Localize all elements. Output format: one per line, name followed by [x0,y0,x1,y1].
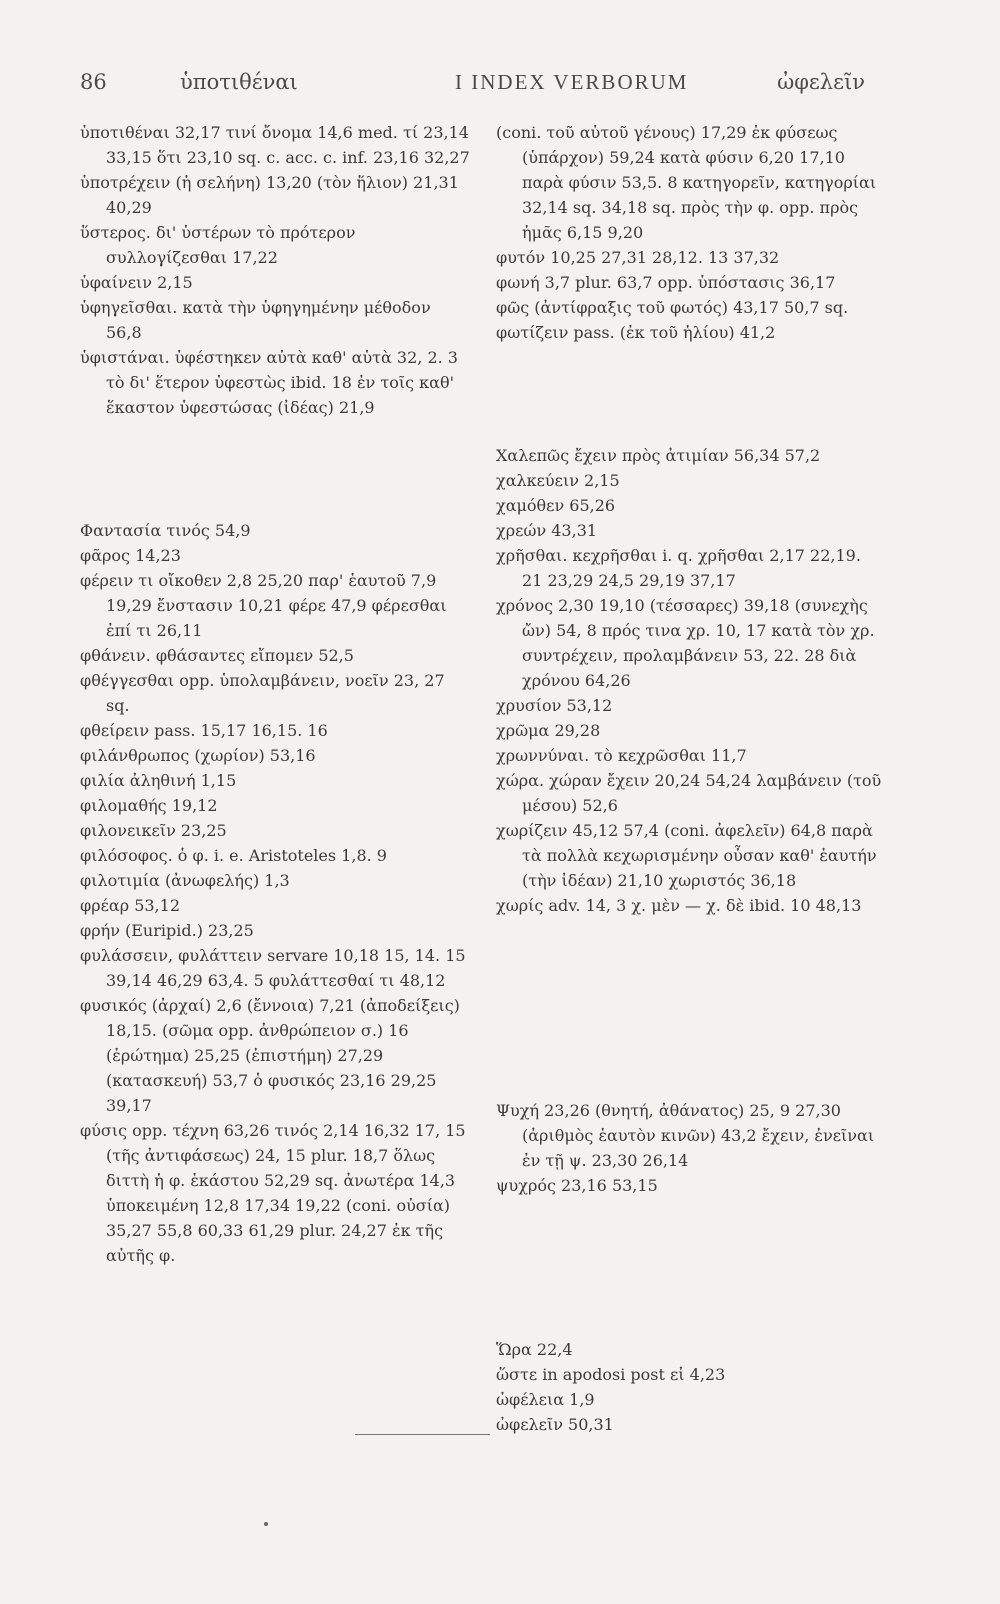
spacer [80,436,470,461]
index-entry: φιλομαθής 19,12 [80,796,218,815]
index-entry: φυτόν 10,25 27,31 28,12. 13 37,32 [496,248,780,267]
page-number: 86 [80,70,107,94]
index-entry: ὑφηγεῖσθαι. κατὰ τὴν ὑφηγημένην μέθοδον 56,8 [80,298,431,342]
spacer [80,477,470,502]
spacer [496,361,886,386]
index-entry: Χαλεπῶς ἔχειν πρὸς ἀτιμίαν 56,34 57,2 [496,446,821,465]
index-entry: χρυσίον 53,12 [496,696,613,715]
index-entry: ὑφαίνειν 2,15 [80,273,193,292]
header-title: I INDEX VERBORUM [455,70,689,94]
index-entry: ὑφιστάναι. ὑφέστηκεν αὐτὰ καθ' αὑτὰ 32, 2. 3 τὸ δι' ἕτερον ὑφεστὼς ibid. 18 ἐν τοῖς καθ' ἕκαστον ὑφεστώσας (ἰδέας) 21,9 [80,348,458,417]
spacer [496,1296,886,1321]
index-entry: χωρίς adv. 14, 3 χ. μὲν — χ. δὲ ibid. 10 48,13 [496,896,862,915]
index-entry: φᾶρος 14,23 [80,546,181,565]
index-entry: φιλόσοφος. ὁ φ. i. e. Aristoteles 1,8. 9 [80,846,387,865]
index-entry: φθείρειν pass. 15,17 16,15. 16 [80,721,328,740]
index-entry: φιλάνθρωπος (χωρίον) 53,16 [80,746,316,765]
index-entry: ὕστερος. δι' ὑστέρων τὸ πρότερον συλλογίζεσθαι 17,22 [80,223,356,267]
index-entry: Ψυχή 23,26 (θνητή, ἀθάνατος) 25, 9 27,30 (ἀριθμὸς ἑαυτὸν κινῶν) 43,2 ἔχειν, ἐνεῖναι ἐν τῇ ψ. 23,30 26,14 [496,1101,875,1170]
running-header [80,70,865,106]
spacer [496,1016,886,1041]
index-entry: χρῆσθαι. κεχρῆσθαι i. q. χρῆσθαι 2,17 22,19. 21 23,29 24,5 29,19 37,17 [496,546,861,590]
index-entry: Φαντασία τινός 54,9 [80,521,251,540]
ink-dot [264,1522,268,1526]
index-entry: φρέαρ 53,12 [80,896,180,915]
index-entry: χαλκεύειν 2,15 [496,471,620,490]
left-column [80,120,470,1268]
index-entry: ὥστε in apodosi post εἰ 4,23 [496,1365,726,1384]
index-entry: ὑποτρέχειν (ἡ σελήνη) 13,20 (τὸν ἥλιον) 21,31 40,29 [80,173,459,217]
index-entry: (coni. τοῦ αὐτοῦ γένους) 17,29 ἐκ φύσεως (ὑπάρχον) 59,24 κατὰ φύσιν 6,20 17,10 παρὰ φύσιν 53,5. 8 κατηγορεῖν, κατηγορίαι 32,14 sq. 34,18 sq. πρὸς τὴν φ. opp. πρὸς ἡμᾶς 6,15 9,20 [496,123,877,242]
spacer [496,1057,886,1082]
index-entry: ψυχρός 23,16 53,15 [496,1176,658,1195]
index-entry: φυλάσσειν, φυλάττειν servare 10,18 15, 14. 15 39,14 46,29 63,4. 5 φυλάττεσθαί τι 48,12 [80,946,466,990]
index-entry: ὑποτιθέναι 32,17 τινί ὄνομα 14,6 med. τί 23,14 33,15 ὅτι 23,10 sq. c. acc. c. inf. 23,16 32,27 [80,123,470,167]
spacer [496,1214,886,1239]
index-entry: ὠφέλεια 1,9 [496,1390,595,1409]
end-rule [355,1434,490,1435]
spacer [496,934,886,959]
index-entry: ὠφελεῖν 50,31 [496,1415,614,1434]
index-entry: φθέγγεσθαι opp. ὑπολαμβάνειν, νοεῖν 23, 27 sq. [80,671,445,715]
index-entry: χωρίζειν 45,12 57,4 (coni. ἀφελεῖν) 64,8 παρὰ τὰ πολλὰ κεχωρισμένην οὖσαν καθ' ἑαυτήν (τὴν ἰδέαν) 21,10 χωριστός 36,18 [496,821,877,890]
spacer [496,975,886,1000]
index-entry: φθάνειν. φθάσαντες εἴπομεν 52,5 [80,646,354,665]
index-entry: χρόνος 2,30 19,10 (τέσσαρες) 39,18 (συνεχὴς ὤν) 54, 8 πρός τινα χρ. 10, 17 κατὰ τὸν χρ. συντρέχειν, προλαμβάνειν 53, 22. 28 διὰ χρόνου 64,26 [496,596,875,690]
header-keyword-left: ὑποτιθέναι [180,70,298,94]
index-entry: φιλονεικεῖν 23,25 [80,821,227,840]
index-entry: φωνή 3,7 plur. 63,7 opp. ὑπόστασις 36,17 [496,273,836,292]
index-entry: χρεών 43,31 [496,521,598,540]
index-entry: φιλία ἀληθινή 1,15 [80,771,237,790]
index-entry: χώρα. χώραν ἔχειν 20,24 54,24 λαμβάνειν (τοῦ μέσου) 52,6 [496,771,882,815]
spacer [496,1255,886,1280]
index-entry: φυσικός (ἀρχαί) 2,6 (ἔννοια) 7,21 (ἀποδείξεις) 18,15. (σῶμα opp. ἀνθρώπειον σ.) 16 (ἐρώτημα) 25,25 (ἐπιστήμη) 27,29 (κατασκευή) 53,7 ὁ φυσικός 23,16 29,25 39,17 [80,996,460,1115]
spacer [496,402,886,427]
index-entry: χαμόθεν 65,26 [496,496,616,515]
index-entry: φρήν (Euripid.) 23,25 [80,921,254,940]
index-entry: χρῶμα 29,28 [496,721,601,740]
index-entry: φιλοτιμία (ἀνωφελής) 1,3 [80,871,290,890]
right-column [496,120,886,1437]
index-entry: χρωννύναι. τὸ κεχρῶσθαι 11,7 [496,746,747,765]
index-entry: φέρειν τι οἴκοθεν 2,8 25,20 παρ' ἑαυτοῦ 7,9 19,29 ἔνστασιν 10,21 φέρε 47,9 φέρεσθαι ἐπί τι 26,11 [80,571,447,640]
index-entry: φύσις opp. τέχνη 63,26 τινός 2,14 16,32 17, 15 (τῆς ἀντιφάσεως) 24, 15 plur. 18,7 ὅλως διττὴ ἡ φ. ἑκάστου 52,29 sq. ἀνωτέρα 14,3 ὑποκειμένη 12,8 17,34 19,22 (coni. οὐσία) 35,27 55,8 60,33 61,29 plur. 24,27 ἐκ τῆς αὐτῆς φ. [80,1121,466,1265]
header-keyword-right: ὠφελεῖν [777,70,865,94]
index-entry: Ὥρα 22,4 [496,1340,573,1359]
index-entry: φωτίζειν pass. (ἐκ τοῦ ἡλίου) 41,2 [496,323,776,342]
index-entry: φῶς (ἀντίφραξις τοῦ φωτός) 43,17 50,7 sq. [496,298,849,317]
